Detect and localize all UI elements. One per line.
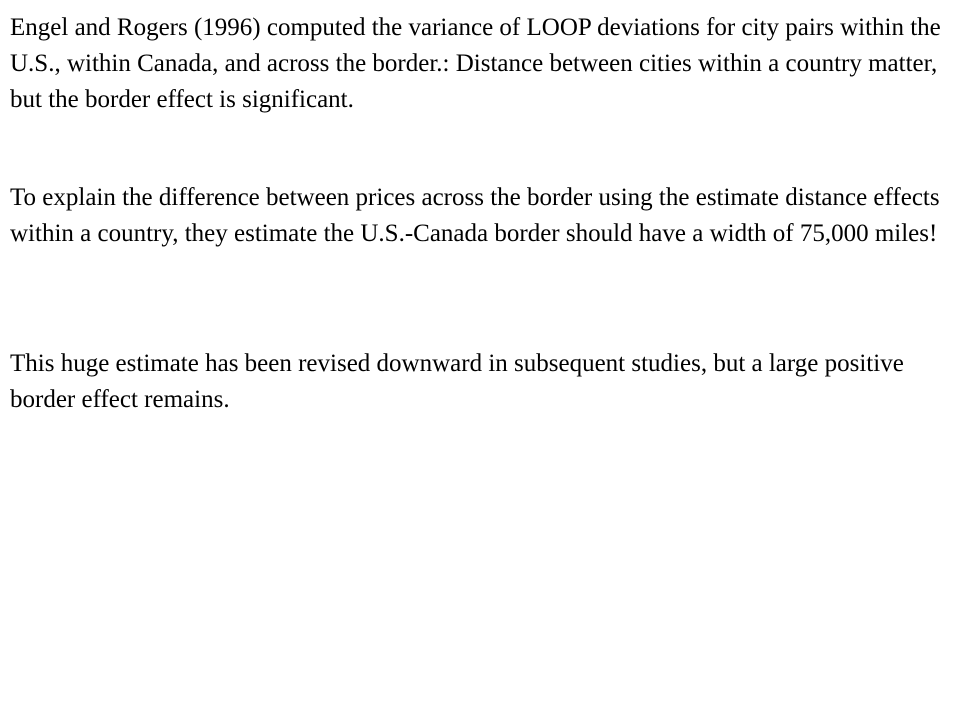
paragraph-revised-estimates: This huge estimate has been revised downward in subsequent studies, but a large positive border effect remains. xyxy=(10,350,904,413)
paragraph-border-width-estimate: To explain the difference between prices across the border using the estimate distance effects within a country, they estimate the U.S.-Canada border should have a width of 75,000 miles! xyxy=(10,184,940,247)
paragraph-engel-rogers-finding: Engel and Rogers (1996) computed the variance of LOOP deviations for city pairs within the U.S., within Canada, and across the border.: Distance between cities within a country matter, but the border effect is significant. xyxy=(10,14,941,113)
